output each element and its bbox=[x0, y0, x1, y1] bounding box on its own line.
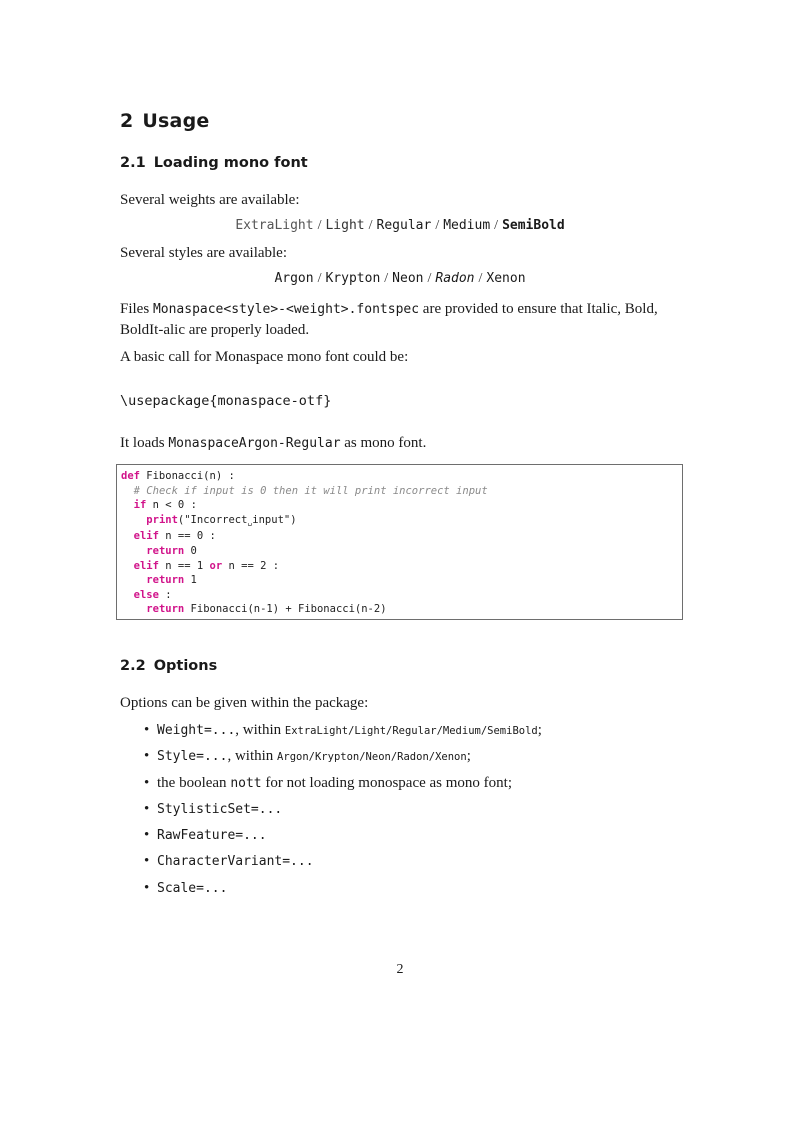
option-code: Scale=... bbox=[157, 880, 228, 896]
code-block bbox=[121, 469, 488, 617]
option-values: ExtraLight/Light/Regular/Medium/SemiBold bbox=[284, 725, 538, 737]
code-line bbox=[121, 544, 488, 559]
bullet-icon: • bbox=[144, 748, 150, 765]
bullet-icon: • bbox=[144, 722, 150, 738]
style-xenon: Xenon bbox=[486, 271, 526, 286]
code-text: : bbox=[158, 588, 172, 601]
option-text: the boolean bbox=[157, 774, 231, 791]
option-text: for not loading monospace as mono font; bbox=[261, 774, 512, 791]
code-text: n == 0 : bbox=[158, 530, 216, 543]
code-line bbox=[121, 602, 488, 617]
styles-intro: Several styles are available: bbox=[120, 245, 288, 261]
weight-light: Light bbox=[325, 218, 365, 233]
option-code: nott bbox=[230, 775, 262, 791]
weights-intro: Several weights are available: bbox=[120, 192, 300, 208]
option-rawfeature bbox=[140, 825, 542, 851]
option-scale bbox=[140, 878, 542, 904]
separator: / bbox=[435, 218, 440, 233]
option-code: StylisticSet=... bbox=[157, 801, 283, 817]
section-title: Usage bbox=[142, 110, 210, 132]
code-keyword: elif bbox=[133, 530, 159, 543]
style-neon: Neon bbox=[392, 271, 424, 286]
separator: / bbox=[494, 218, 499, 233]
code-line bbox=[121, 498, 488, 513]
code-text: n == 1 bbox=[158, 559, 210, 572]
code-keyword: elif bbox=[133, 559, 159, 572]
style-argon: Argon bbox=[274, 271, 314, 286]
option-weight bbox=[140, 720, 542, 746]
default-font-name: MonaspaceArgon-Regular bbox=[168, 436, 341, 451]
code-line bbox=[121, 573, 488, 588]
files-paragraph bbox=[120, 299, 685, 341]
code-line bbox=[121, 588, 488, 603]
weight-semibold: SemiBold bbox=[502, 218, 565, 233]
page-number: 2 bbox=[396, 962, 404, 977]
separator: / bbox=[368, 218, 373, 233]
bullet-icon: • bbox=[144, 879, 150, 896]
bullet-icon: • bbox=[144, 774, 150, 791]
weight-medium: Medium bbox=[443, 218, 491, 233]
bullet-icon: • bbox=[144, 827, 150, 844]
options-list bbox=[140, 720, 542, 904]
option-values: Argon/Krypton/Neon/Radon/Xenon bbox=[277, 751, 467, 764]
subsection-heading-loading bbox=[120, 155, 308, 171]
option-charactervariant bbox=[140, 851, 542, 877]
option-code: Style=... bbox=[157, 749, 228, 765]
separator: / bbox=[317, 271, 322, 286]
code-keyword: return bbox=[146, 603, 185, 616]
section-heading bbox=[120, 110, 209, 132]
code-text: input") bbox=[252, 513, 297, 526]
option-style bbox=[140, 746, 542, 772]
code-line bbox=[121, 469, 488, 484]
subsection-number: 2.2 bbox=[120, 658, 146, 674]
separator: / bbox=[384, 271, 389, 286]
code-text: n == 2 : bbox=[222, 559, 280, 572]
fontspec-filename: Monaspace<style>-<weight>.fontspec bbox=[152, 302, 420, 317]
code-line bbox=[121, 529, 488, 544]
option-text: , within bbox=[227, 748, 278, 765]
separator: / bbox=[427, 271, 432, 286]
code-keyword: else bbox=[133, 588, 159, 601]
code-comment: # Check if input is 0 then it will print incorrect input bbox=[133, 484, 488, 497]
code-keyword: print bbox=[146, 513, 178, 526]
code-line bbox=[121, 513, 488, 530]
style-radon: Radon bbox=[435, 271, 475, 286]
code-text: n < 0 : bbox=[146, 499, 197, 512]
subsection-title: Options bbox=[153, 658, 218, 674]
separator: / bbox=[317, 218, 322, 233]
loads-prefix: It loads bbox=[120, 435, 169, 451]
code-text: 0 bbox=[184, 544, 197, 557]
weights-list bbox=[0, 218, 800, 234]
subsection-number: 2.1 bbox=[120, 155, 146, 171]
code-listing bbox=[116, 464, 683, 620]
option-nott bbox=[140, 773, 542, 799]
styles-list bbox=[0, 271, 800, 287]
option-code: RawFeature=... bbox=[157, 828, 267, 844]
code-keyword: def bbox=[121, 470, 140, 482]
separator: / bbox=[478, 271, 483, 286]
option-end: ; bbox=[466, 748, 471, 765]
files-suffix: are provided to ensure that Italic, Bold, BoldIt-alic are properly loaded. bbox=[120, 301, 658, 338]
code-text: ("Incorrect bbox=[177, 513, 248, 526]
subsection-title: Loading mono font bbox=[153, 155, 308, 171]
option-code: Weight=... bbox=[157, 723, 236, 738]
code-keyword: or bbox=[209, 559, 223, 572]
code-text: Fibonacci(n) : bbox=[139, 470, 235, 482]
option-end: ; bbox=[537, 722, 542, 738]
bullet-icon: • bbox=[144, 853, 150, 870]
basic-call-intro: A basic call for Monaspace mono font could be: bbox=[120, 349, 409, 365]
option-text: , within bbox=[235, 722, 285, 738]
weight-regular: Regular bbox=[376, 218, 432, 233]
style-krypton: Krypton bbox=[325, 271, 381, 286]
code-keyword: if bbox=[133, 499, 147, 512]
code-keyword: return bbox=[146, 574, 185, 587]
visible-space-icon: ␣ bbox=[247, 516, 253, 526]
option-code: CharacterVariant=... bbox=[157, 854, 314, 870]
option-stylisticset bbox=[140, 799, 542, 825]
code-text: Fibonacci(n-1) + Fibonacci(n-2) bbox=[184, 603, 387, 616]
usepackage-code: \usepackage{monaspace-otf} bbox=[120, 393, 332, 409]
options-intro: Options can be given within the package: bbox=[120, 695, 369, 711]
code-keyword: return bbox=[146, 544, 185, 557]
files-prefix: Files bbox=[120, 301, 153, 317]
bullet-icon: • bbox=[144, 800, 150, 817]
weight-extralight: ExtraLight bbox=[235, 218, 314, 233]
loads-paragraph bbox=[120, 433, 685, 454]
code-line bbox=[121, 484, 488, 499]
section-number: 2 bbox=[120, 110, 134, 132]
loads-suffix: as mono font. bbox=[340, 435, 427, 451]
code-line bbox=[121, 559, 488, 574]
subsection-heading-options bbox=[120, 658, 217, 674]
code-text: 1 bbox=[184, 574, 197, 587]
